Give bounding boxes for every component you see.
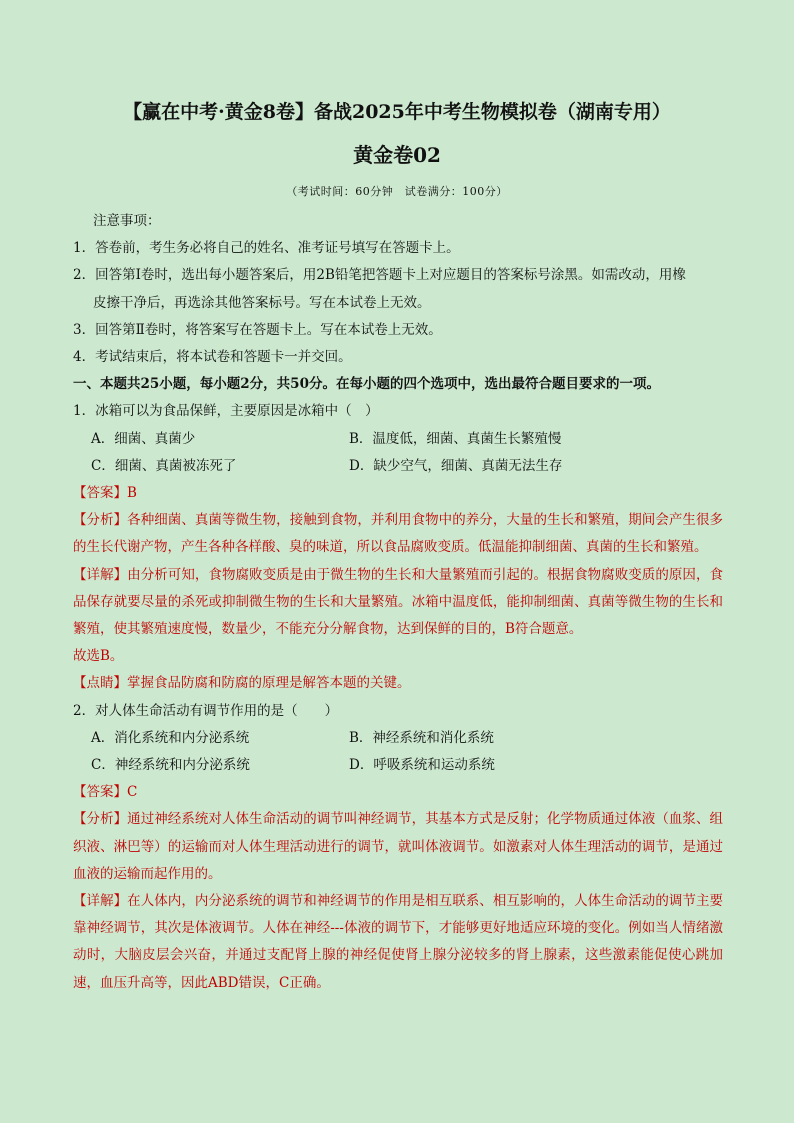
- answer-value: B: [127, 485, 137, 502]
- notice-item: 4．考试结束后，将本试卷和答题卡一并交回。: [73, 349, 352, 366]
- analysis-text: 各种细菌、真菌等微生物，接触到食物，并利用食物中的养分，大量的生长和繁殖，期间会产生很多的生长代谢产物，产生各种各样酸、臭的味道，所以食品腐败变质。低温能抑制细菌、真菌的生长和繁殖。: [73, 512, 724, 556]
- section-heading: 一、本题共25小题，每小题2分，共50分。在每小题的四个选项中，选出最符合题目要求的一项。: [73, 376, 660, 393]
- option-d: D．缺少空气，细菌、真菌无法生存: [349, 457, 563, 474]
- answer-tag: 【答案】: [73, 784, 127, 801]
- analysis-paragraph: [73, 806, 723, 888]
- exam-info: （考试时间：60分钟 试卷满分：100分）: [286, 185, 508, 198]
- document-body: [73, 208, 723, 997]
- paper-subtitle: 黄金卷02: [353, 143, 441, 167]
- question-stem: 2．对人体生命活动有调节作用的是（ ）: [73, 702, 339, 719]
- option-c: C．细菌、真菌被冻死了: [91, 457, 237, 474]
- notice-item: 1．答卷前，考生务必将自己的姓名、准考证号填写在答题卡上。: [73, 240, 460, 257]
- options-row: [73, 752, 723, 779]
- detail-text: 在人体内，内分泌系统的调节和神经调节的作用是相互联系、相互影响的，人体生命活动的调节主要靠神经调节，其次是体液调节。人体在神经---体液的调节下，才能够更好地适应环境的变化。例如当人情绪激动时，大脑皮层会兴奋，并通过支配肾上腺的神经促使肾上腺分泌较多的肾上腺素，这些激素能促使心跳加速，血压升高等，因此ABD错误，C正确。: [73, 893, 724, 991]
- analysis-tag: 【分析】: [73, 512, 128, 529]
- answer-value: C: [127, 784, 138, 801]
- analysis-tag: 【分析】: [73, 811, 128, 828]
- tip-tag: 【点睛】: [73, 675, 127, 692]
- detail-paragraph: [73, 562, 723, 644]
- notice-item: 3．回答第Ⅱ卷时，将答案写在答题卡上。写在本试卷上无效。: [73, 321, 442, 338]
- option-d: D．呼吸系统和运动系统: [349, 757, 495, 774]
- options-row: [73, 725, 723, 752]
- paper-title: 【赢在中考·黄金8卷】备战2025年中考生物模拟卷（湖南专用）: [123, 101, 671, 123]
- option-c: C．神经系统和内分泌系统: [91, 757, 250, 774]
- analysis-text: 通过神经系统对人体生命活动的调节叫神经调节，其基本方式是反射；化学物质通过体液（血浆、组织液、淋巴等）的运输而对人体生理活动进行的调节，就叫体液调节。如激素对人体生理活动的调节，是通过血液的运输而起作用的。: [73, 811, 724, 882]
- answer-line: [73, 779, 723, 806]
- notice-heading: 注意事项：: [93, 213, 161, 229]
- detail-tag: 【详解】: [73, 566, 128, 583]
- option-a: A．消化系统和内分泌系统: [91, 729, 250, 746]
- question-1: [73, 398, 723, 697]
- question-2: [73, 698, 723, 997]
- options-row: [73, 426, 723, 453]
- analysis-paragraph: [73, 507, 723, 561]
- detail-paragraph: [73, 888, 723, 997]
- question-stem: 1．冰箱可以为食品保鲜，主要原因是冰箱中（ ）: [73, 403, 379, 420]
- notice-item: 2．回答第Ⅰ卷时，选出每小题答案后，用2B铅笔把答题卡上对应题目的答案标号涂黑。如需改动，用橡: [73, 267, 686, 284]
- option-b: B．神经系统和消化系统: [349, 729, 494, 746]
- option-a: A．细菌、真菌少: [91, 430, 196, 447]
- tip-text: 掌握食品防腐和防腐的原理是解答本题的关键。: [127, 675, 411, 692]
- detail-tag: 【详解】: [73, 893, 128, 910]
- option-b: B．温度低，细菌、真菌生长繁殖慢: [349, 430, 562, 447]
- options-row: [73, 453, 723, 480]
- conclusion: 故选B。: [73, 648, 124, 665]
- notice-item-continued: 皮擦干净后，再选涂其他答案标号。写在本试卷上无效。: [93, 294, 431, 311]
- answer-line: [73, 480, 723, 507]
- answer-tag: 【答案】: [73, 485, 127, 502]
- tip-line: [73, 670, 723, 697]
- detail-text: 由分析可知，食物腐败变质是由于微生物的生长和大量繁殖而引起的。根据食物腐败变质的原因，食品保存就要尽量的杀死或抑制微生物的生长和大量繁殖。冰箱中温度低，能抑制细菌、真菌等微生物的生长和繁殖，使其繁殖速度慢，数量少，不能充分分解食物，达到保鲜的目的，B符合题意。: [73, 566, 724, 638]
